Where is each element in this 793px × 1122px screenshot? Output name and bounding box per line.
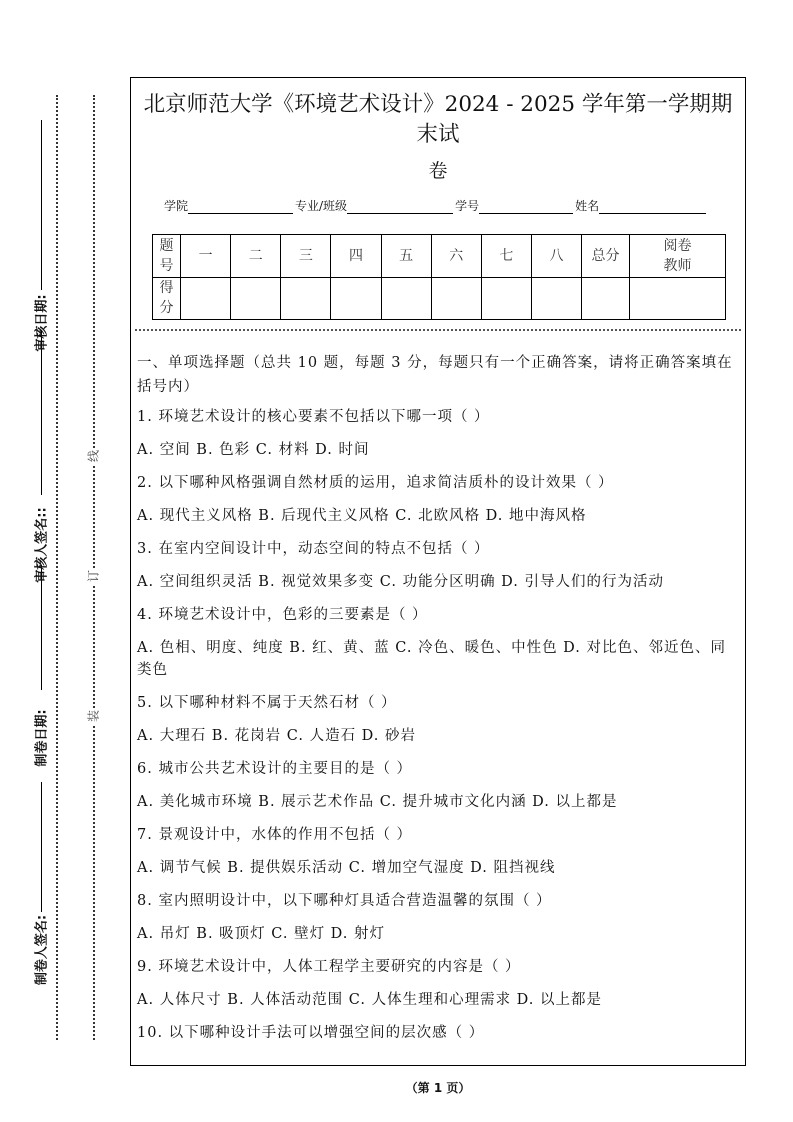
question: 6. 城市公共艺术设计的主要目的是（ ）	[137, 761, 413, 777]
question: 4. 环境艺术设计中，色彩的三要素是（ ）	[137, 607, 428, 623]
student-id-field[interactable]	[479, 200, 573, 214]
student-info	[164, 198, 745, 214]
options: A. 大理石 B. 花岗岩 C. 人造石 D. 砂岩	[137, 728, 417, 744]
question: 8. 室内照明设计中，以下哪种灯具适合营造温馨的氛围（ ）	[137, 893, 552, 909]
col-header: 五	[381, 235, 431, 278]
col-header: 三	[281, 235, 331, 278]
college-field[interactable]	[188, 200, 293, 214]
binding-mark-xian: 线	[86, 449, 101, 463]
col-header: 六	[431, 235, 481, 278]
col-header: 一	[181, 235, 231, 278]
score-table-header-row	[153, 235, 726, 278]
col-header: 总分	[582, 235, 630, 278]
name-label: 姓名	[575, 199, 600, 213]
question: 7. 景观设计中，水体的作用不包括（ ）	[137, 827, 413, 843]
score-cell[interactable]	[181, 277, 231, 320]
maker-date-label: 制卷日期:	[34, 709, 50, 767]
score-cell[interactable]	[331, 277, 381, 320]
binding-mark-ding: 订	[86, 569, 101, 583]
question: 5. 以下哪种材料不属于天然石材（ ）	[137, 695, 397, 711]
options: A. 美化城市环境 B. 展示艺术作品 C. 提升城市文化内涵 D. 以上都是	[137, 794, 618, 810]
margin-dotted-line-outer	[56, 95, 58, 1040]
divider	[135, 329, 741, 331]
col-header: 二	[231, 235, 281, 278]
question: 10. 以下哪种设计手法可以增强空间的层次感（ ）	[137, 1025, 485, 1041]
question: 3. 在室内空间设计中，动态空间的特点不包括（ ）	[137, 541, 490, 557]
review-date-label: 审核日期:	[34, 294, 50, 352]
exam-page	[130, 77, 746, 1066]
score-cell[interactable]	[431, 277, 481, 320]
section-heading: 一、单项选择题（总共 10 题，每题 3 分，每题只有一个正确答案，请将正确答案填在括号内）	[137, 355, 733, 395]
col-header: 七	[481, 235, 531, 278]
page-column	[130, 77, 746, 1096]
signature-line	[41, 330, 42, 495]
exam-title: 北京师范大学《环境艺术设计》2024 - 2025 学年第一学期期末试	[143, 92, 733, 147]
score-cell[interactable]	[531, 277, 581, 320]
row-label: 题号	[153, 235, 181, 278]
score-cell[interactable]	[281, 277, 331, 320]
date-line	[41, 120, 42, 290]
options: A. 调节气候 B. 提供娱乐活动 C. 增加空气湿度 D. 阻挡视线	[137, 860, 556, 876]
question: 1. 环境艺术设计的核心要素不包括以下哪一项（ ）	[137, 409, 490, 425]
score-table	[152, 234, 726, 320]
date-line	[41, 565, 42, 690]
name-field[interactable]	[599, 200, 706, 214]
major-field[interactable]	[347, 200, 453, 214]
options: A. 空间组织灵活 B. 视觉效果多变 C. 功能分区明确 D. 引导人们的行为活动	[137, 574, 665, 590]
col-header: 阅卷教师	[630, 235, 726, 278]
page-number: （第 1 页）	[405, 1081, 471, 1095]
college-label: 学院	[164, 199, 189, 213]
options: A. 吊灯 B. 吸顶灯 C. 壁灯 D. 射灯	[137, 926, 386, 942]
col-header: 八	[531, 235, 581, 278]
score-cell[interactable]	[582, 277, 630, 320]
exam-title-continued: 卷	[428, 160, 448, 182]
col-header: 四	[331, 235, 381, 278]
score-cell[interactable]	[231, 277, 281, 320]
row-label: 得分	[153, 277, 181, 320]
signature-line	[41, 782, 42, 912]
score-cell[interactable]	[481, 277, 531, 320]
maker-signature-label: 制卷人签名:	[34, 914, 50, 986]
options: A. 人体尺寸 B. 人体活动范围 C. 人体生理和心理需求 D. 以上都是	[137, 992, 603, 1008]
score-cell[interactable]	[381, 277, 431, 320]
options: A. 现代主义风格 B. 后现代主义风格 C. 北欧风格 D. 地中海风格	[137, 508, 587, 524]
binding-mark-zhuang: 装	[86, 709, 101, 723]
question-section	[137, 351, 739, 1044]
options: A. 色相、明度、纯度 B. 红、黄、蓝 C. 冷色、暖色、中性色 D. 对比色、邻近色、同类色	[137, 640, 727, 678]
score-cell[interactable]	[630, 277, 726, 320]
student-id-label: 学号	[455, 199, 480, 213]
reviewer-signature-label: 审核人签名::	[34, 507, 50, 583]
options: A. 空间 B. 色彩 C. 材料 D. 时间	[137, 442, 370, 458]
question: 2. 以下哪种风格强调自然材质的运用，追求简洁质朴的设计效果（ ）	[137, 475, 614, 491]
score-table-score-row	[153, 277, 726, 320]
major-label: 专业/班级	[295, 199, 348, 213]
question: 9. 环境艺术设计中，人体工程学主要研究的内容是（ ）	[137, 959, 521, 975]
